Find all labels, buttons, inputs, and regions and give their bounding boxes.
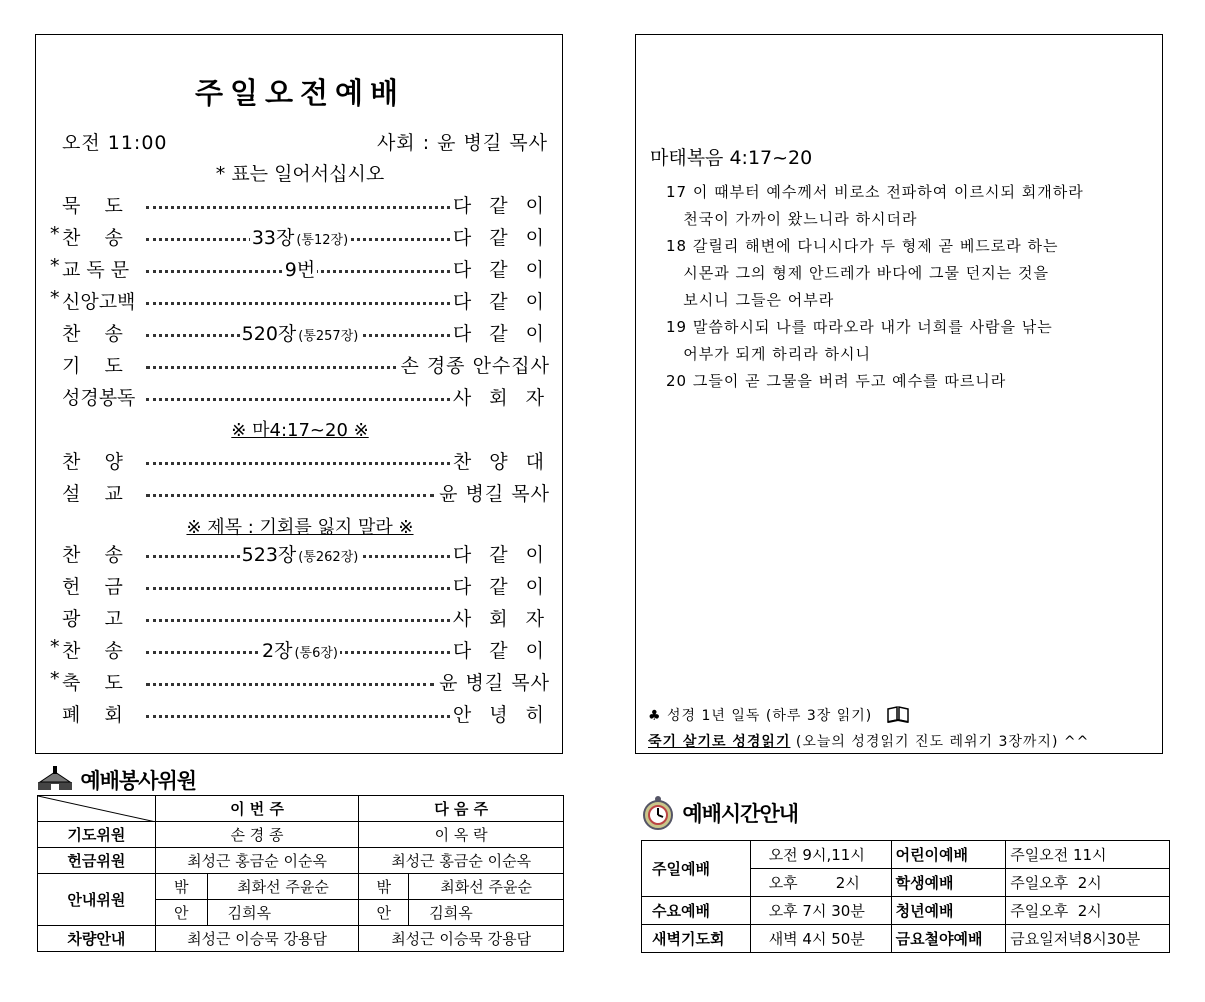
clock-icon	[640, 795, 676, 831]
wednesday-label: 수요예배	[642, 897, 751, 925]
order-label: 기 도	[62, 351, 125, 378]
order-responsible: 다 같 이	[451, 319, 550, 346]
dawn-label: 새벽기도회	[642, 925, 751, 953]
stand-marker: *	[50, 255, 60, 277]
order-responsible: 다 같 이	[451, 287, 550, 314]
prayer-next-week: 이 옥 락	[359, 822, 564, 848]
hymn-number: 2장	[262, 640, 293, 662]
prayer-label: 기도위원	[38, 822, 156, 848]
usher-out-next-week: 최화선 주윤순	[409, 874, 564, 900]
worship-times-table	[641, 840, 1170, 953]
order-label: 성경봉독	[62, 383, 137, 410]
scripture-reference: ※ 마4:17~20 ※	[231, 420, 369, 441]
youth-label: 청년예배	[891, 897, 1006, 925]
order-responsible: 다 같 이	[451, 223, 550, 250]
order-label: 찬 송	[62, 540, 125, 567]
times-heading: 예배시간안내	[640, 795, 798, 831]
order-item	[36, 477, 564, 507]
church-icon	[36, 766, 74, 792]
hymn-number: 33장	[251, 227, 295, 249]
sunday-am-time: 오전 9시,11시	[750, 841, 891, 869]
verse-line: 18 갈릴리 해변에 다니시다가 두 형제 곧 베드로라 하는	[666, 237, 1059, 255]
vehicle-next-week: 최성근 이승묵 강용담	[359, 926, 564, 952]
leader-dots	[146, 293, 474, 305]
stand-note: * 표는 일어서십시오	[215, 163, 385, 185]
scripture-panel	[635, 34, 1163, 754]
leader-dots	[146, 197, 474, 209]
order-label: 축 도	[62, 668, 125, 695]
sunday-pm-time: 오후 2시	[750, 869, 891, 897]
stand-marker: *	[50, 287, 60, 309]
vehicle-label: 차량안내	[38, 926, 156, 952]
leader-dots	[146, 485, 434, 497]
offering-next-week: 최성근 홍금순 이순옥	[359, 848, 564, 874]
order-responsible: 윤 병길 목사	[437, 479, 550, 506]
verse-line: 보시니 그들은 어부라	[666, 291, 835, 309]
order-item	[36, 602, 564, 632]
friday-label: 금요철야예배	[891, 925, 1006, 953]
children-label: 어린이예배	[891, 841, 1006, 869]
diagonal-header-cell	[38, 796, 156, 822]
reading-plan: 죽기 살기로 성경읽기 (오늘의 성경읽기 진도 레위기 3장까지) ^^	[648, 734, 1090, 750]
offering-label: 헌금위원	[38, 848, 156, 874]
order-responsible: 다 같 이	[451, 255, 550, 282]
dawn-time: 새벽 4시 50분	[750, 925, 891, 953]
hymn-number: 523장	[241, 544, 297, 566]
outside-label-next: 밖	[359, 874, 409, 900]
inside-label-next: 안	[359, 900, 409, 926]
friday-time: 금요일저녁8시30분	[1006, 925, 1170, 953]
service-title: 주일오전예배	[194, 76, 406, 110]
this-week-header: 이 번 주	[155, 796, 359, 822]
volunteers-heading: 예배봉사위원	[36, 765, 196, 795]
leader-dots	[146, 389, 474, 401]
scripture-title: 마태복음 4:17~20	[650, 147, 813, 169]
offering-this-week: 최성근 홍금순 이순옥	[155, 848, 359, 874]
prayer-this-week: 손 경 종	[155, 822, 359, 848]
order-item	[36, 445, 564, 475]
hymn-old-number: (통12장)	[296, 233, 349, 248]
order-item	[36, 570, 564, 600]
order-item	[36, 698, 564, 728]
reading-note: ♣ 성경 1년 일독 (하루 3장 읽기)	[648, 705, 910, 725]
order-responsible: 윤 병길 목사	[437, 668, 550, 695]
order-item	[36, 189, 564, 219]
usher-in-this-week: 김희옥	[207, 900, 359, 926]
order-label: 헌 금	[62, 572, 125, 599]
order-item	[36, 381, 564, 411]
sunday-label: 주일예배	[642, 841, 751, 897]
order-item	[36, 285, 564, 315]
service-order-panel	[35, 34, 563, 754]
order-item	[36, 221, 564, 251]
verse-line: 어부가 되게 하리라 하시니	[666, 345, 871, 363]
verse-line: 20 그들이 곧 그물을 버려 두고 예수를 따르니라	[666, 372, 1007, 390]
hymn-number: 520장	[241, 323, 297, 345]
youth-time: 주일오후 2시	[1006, 897, 1170, 925]
order-responsible: 다 같 이	[451, 636, 550, 663]
hymn-number: 9번	[284, 259, 316, 281]
hymn-old-number: (통262장)	[298, 550, 359, 565]
book-icon	[886, 705, 910, 723]
wednesday-time: 오후 7시 30분	[750, 897, 891, 925]
order-label: 설 교	[62, 479, 125, 506]
usher-in-next-week: 김희옥	[409, 900, 564, 926]
hymn-old-number: (통257장)	[298, 329, 359, 344]
order-label: 광 고	[62, 604, 125, 631]
order-item	[36, 634, 564, 664]
children-time: 주일오전 11시	[1006, 841, 1170, 869]
leader-dots	[146, 453, 474, 465]
hymn-old-number: (통6장)	[294, 646, 338, 661]
order-responsible: 사 회 자	[451, 604, 550, 631]
leader-dots	[146, 578, 474, 590]
order-label: 찬 송	[62, 319, 125, 346]
order-label: 신앙고백	[62, 287, 137, 314]
order-label: 폐 회	[62, 700, 125, 727]
leader-dots	[146, 357, 434, 369]
inside-label: 안	[155, 900, 207, 926]
order-responsible: 안 녕 히	[451, 700, 550, 727]
verse-line: 천국이 가까이 왔느니라 하시더라	[666, 210, 918, 228]
stand-marker: *	[50, 636, 60, 658]
vehicle-this-week: 최성근 이승묵 강용담	[155, 926, 359, 952]
student-time: 주일오후 2시	[1006, 869, 1170, 897]
verse-line: 19 말씀하시되 나를 따라오라 내가 너희를 사람을 낚는	[666, 318, 1053, 336]
order-item	[36, 666, 564, 696]
verse-line: 시몬과 그의 형제 안드레가 바다에 그물 던지는 것을	[666, 264, 1049, 282]
order-responsible: 손 경종 안수집사	[398, 351, 550, 378]
stand-marker: *	[50, 223, 60, 245]
order-item	[36, 253, 564, 283]
order-label: 찬 송	[62, 223, 125, 250]
verse-line: 17 이 때부터 예수께서 비로소 전파하여 이르시되 회개하라	[666, 183, 1084, 201]
order-label: 찬 양	[62, 447, 125, 474]
stand-marker: *	[50, 668, 60, 690]
next-week-header: 다 음 주	[359, 796, 564, 822]
order-label: 찬 송	[62, 636, 125, 663]
order-responsible: 다 같 이	[451, 191, 550, 218]
order-label: 묵 도	[62, 191, 125, 218]
order-item	[36, 349, 564, 379]
student-label: 학생예배	[891, 869, 1006, 897]
order-responsible: 찬 양 대	[451, 447, 550, 474]
order-label: 교 독 문	[62, 255, 131, 282]
service-leader: 사회 : 윤 병길 목사	[376, 132, 548, 154]
leader-dots	[146, 610, 474, 622]
usher-label: 안내위원	[38, 874, 156, 926]
usher-out-this-week: 최화선 주윤순	[207, 874, 359, 900]
order-responsible: 다 같 이	[451, 540, 550, 567]
service-time: 오전 11:00	[62, 132, 168, 154]
order-responsible: 사 회 자	[451, 383, 550, 410]
leader-dots	[146, 706, 474, 718]
order-item	[36, 317, 564, 347]
order-item	[36, 538, 564, 568]
order-responsible: 다 같 이	[451, 572, 550, 599]
sermon-title: ※ 제목 : 기회를 잃지 말라 ※	[186, 517, 414, 538]
outside-label: 밖	[155, 874, 207, 900]
leader-dots	[146, 674, 434, 686]
volunteers-table	[37, 795, 564, 952]
